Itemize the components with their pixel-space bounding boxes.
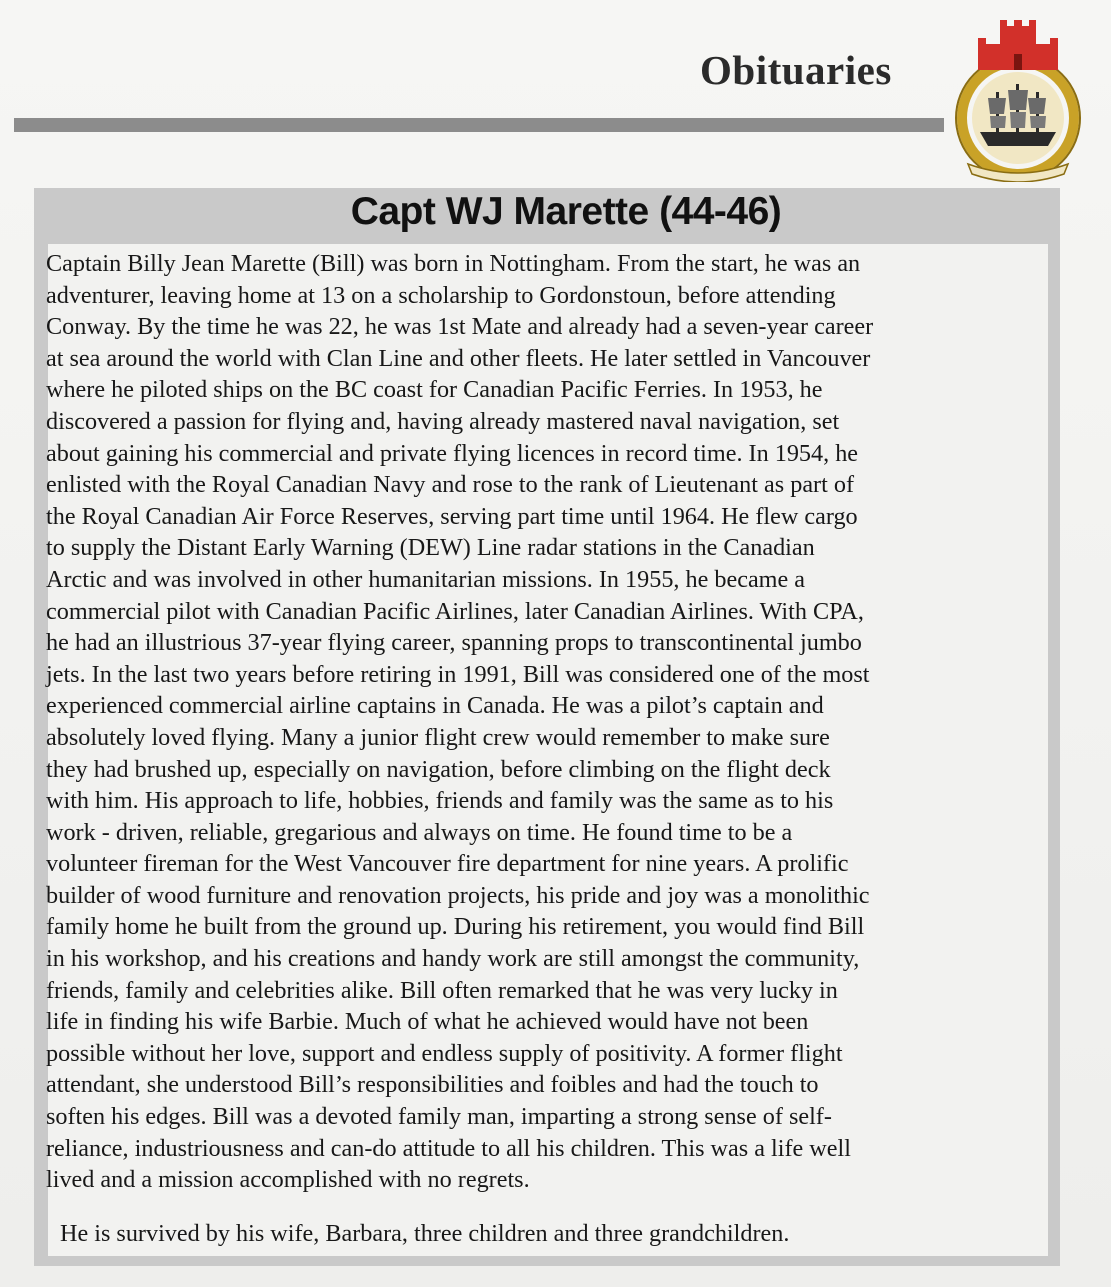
text-line: he had an illustrious 37-year flying career, spanning props to transcontinental jumbo [46,629,862,657]
text-line: where he piloted ships on the BC coast for Canadian Pacific Ferries. In 1953, he [46,376,823,404]
text-line: possible without her love, support and endless supply of positivity. A former flight [46,1039,843,1067]
text-line: soften his edges. Bill was a devoted family man, imparting a strong sense of self- [46,1103,832,1131]
text-line: Conway. By the time he was 22, he was 1st Mate and already had a seven-year career [46,313,874,341]
text-line: enlisted with the Royal Canadian Navy and rose to the rank of Lieutenant as part of [46,471,855,499]
text-line: in his workshop, and his creations and handy work are still amongst the community, [46,945,860,973]
text-line: family home he built from the ground up. During his retirement, you would find Bill [46,913,865,941]
text-line: jets. In the last two years before retiring in 1991, Bill was considered one of the most [46,660,870,688]
ship-crest-emblem [948,14,1088,182]
text-line: volunteer fireman for the West Vancouver fire department for nine years. A prolific [46,850,849,878]
text-line: life in finding his wife Barbie. Much of what he achieved would have not been [46,1008,809,1036]
text-line: with him. His approach to life, hobbies, friends and family was the same as to his [46,787,834,815]
text-line: they had brushed up, especially on navigation, before climbing on the flight deck [46,755,831,783]
text-line: Arctic and was involved in other humanitarian missions. In 1955, he became a [46,565,806,593]
text-line: discovered a passion for flying and, having already mastered naval navigation, set [46,407,840,435]
text-line: attendant, she understood Bill’s responsibilities and foibles and had the touch to [46,1071,819,1099]
text-line: about gaining his commercial and private flying licences in record time. In 1954, he [46,439,859,467]
text-line: lived and a mission accomplished with no regrets. [46,1166,530,1194]
obituary-title: Capt WJ Marette (44-46) [350,190,782,233]
text-line: to supply the Distant Early Warning (DEW) Line radar stations in the Canadian [46,534,815,562]
header-divider [14,118,944,132]
text-line: commercial pilot with Canadian Pacific Airlines, later Canadian Airlines. With CPA, [46,597,864,625]
text-line: reliance, industriousness and can-do attitude to all his children. This was a life well [46,1134,851,1162]
text-line: at sea around the world with Clan Line and other fleets. He later settled in Vancouver [46,344,871,372]
text-line: builder of wood furniture and renovation projects, his pride and joy was a monolithic [46,881,870,909]
text-line: Captain Billy Jean Marette (Bill) was born in Nottingham. From the start, he was an [46,250,861,277]
ship-hull [980,132,1056,146]
text-line: absolutely loved flying. Many a junior flight crew would remember to make sure [46,723,830,751]
text-line: adventurer, leaving home at 13 on a scholarship to Gordonstoun, before attending [46,281,836,309]
survived-by-line: He is survived by his wife, Barbara, three children and three grandchildren. [60,1220,790,1247]
text-line: work - driven, reliable, gregarious and always on time. He found time to be a [46,818,793,846]
castle-emblem [978,20,1058,70]
text-line: experienced commercial airline captains in Canada. He was a pilot’s captain and [46,692,824,720]
text-line: the Royal Canadian Air Force Reserves, serving part time until 1964. He flew cargo [46,502,858,530]
text-line: friends, family and celebrities alike. Bill often remarked that he was very lucky in [46,976,838,1004]
obituary-paragraph [46,248,1054,1196]
section-title: Obituaries [700,47,892,93]
